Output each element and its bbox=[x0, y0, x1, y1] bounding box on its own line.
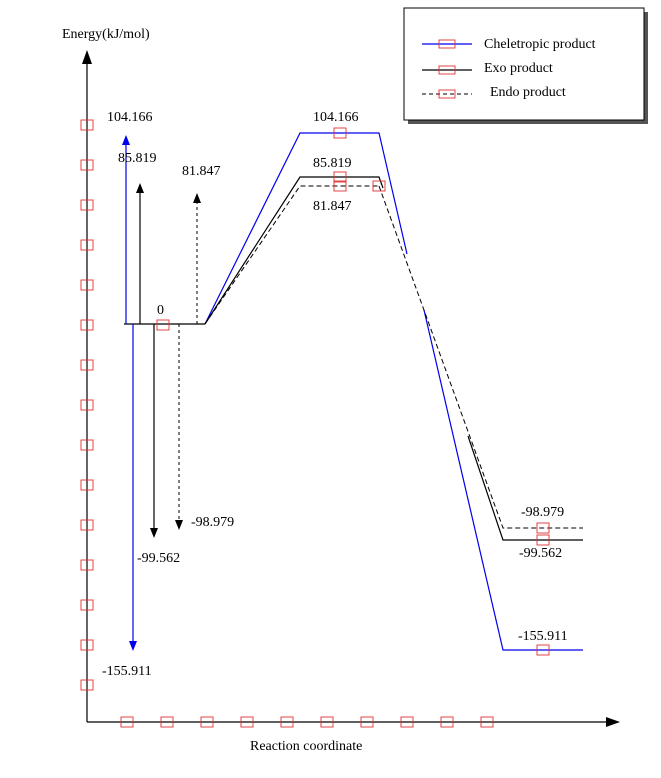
arrow-exo-down-label: -99.562 bbox=[137, 551, 181, 566]
exo-prod-label: -99.562 bbox=[519, 546, 563, 561]
endo-path-rise bbox=[205, 186, 379, 324]
y-axis-label: Energy(kJ/mol) bbox=[62, 27, 150, 42]
exo-ts-label: 85.819 bbox=[313, 156, 352, 171]
arrow-endo-down-label: -98.979 bbox=[191, 515, 235, 530]
endo-ts-label: 81.847 bbox=[313, 199, 352, 214]
legend-label-exo: Exo product bbox=[484, 61, 553, 76]
x-axis-label: Reaction coordinate bbox=[250, 739, 363, 754]
x-axis-arrowhead bbox=[606, 717, 620, 727]
endo-path-fall bbox=[379, 186, 583, 528]
reactant-marker bbox=[157, 320, 169, 330]
reactant-label: 0 bbox=[157, 303, 164, 318]
exo-path-lower bbox=[468, 436, 583, 540]
cheletropic-ts-label: 104.166 bbox=[313, 110, 359, 125]
arrow-exo-up-label: 85.819 bbox=[118, 151, 157, 166]
legend bbox=[404, 8, 648, 124]
cheletropic-path-lower bbox=[424, 310, 583, 650]
arrow-cheletropic-down-label: -155.911 bbox=[102, 664, 152, 679]
arrow-cheletropic-up-label: 104.166 bbox=[107, 110, 153, 125]
arrow-endo-up-label: 81.847 bbox=[182, 164, 221, 179]
exo-path bbox=[205, 177, 383, 324]
cheletropic-prod-label: -155.911 bbox=[518, 629, 568, 644]
legend-label-cheletropic: Cheletropic product bbox=[484, 37, 596, 52]
y-axis-arrowhead bbox=[82, 50, 92, 64]
legend-label-endo: Endo product bbox=[490, 85, 566, 100]
cheletropic-path bbox=[205, 133, 407, 324]
endo-prod-label: -98.979 bbox=[521, 505, 565, 520]
